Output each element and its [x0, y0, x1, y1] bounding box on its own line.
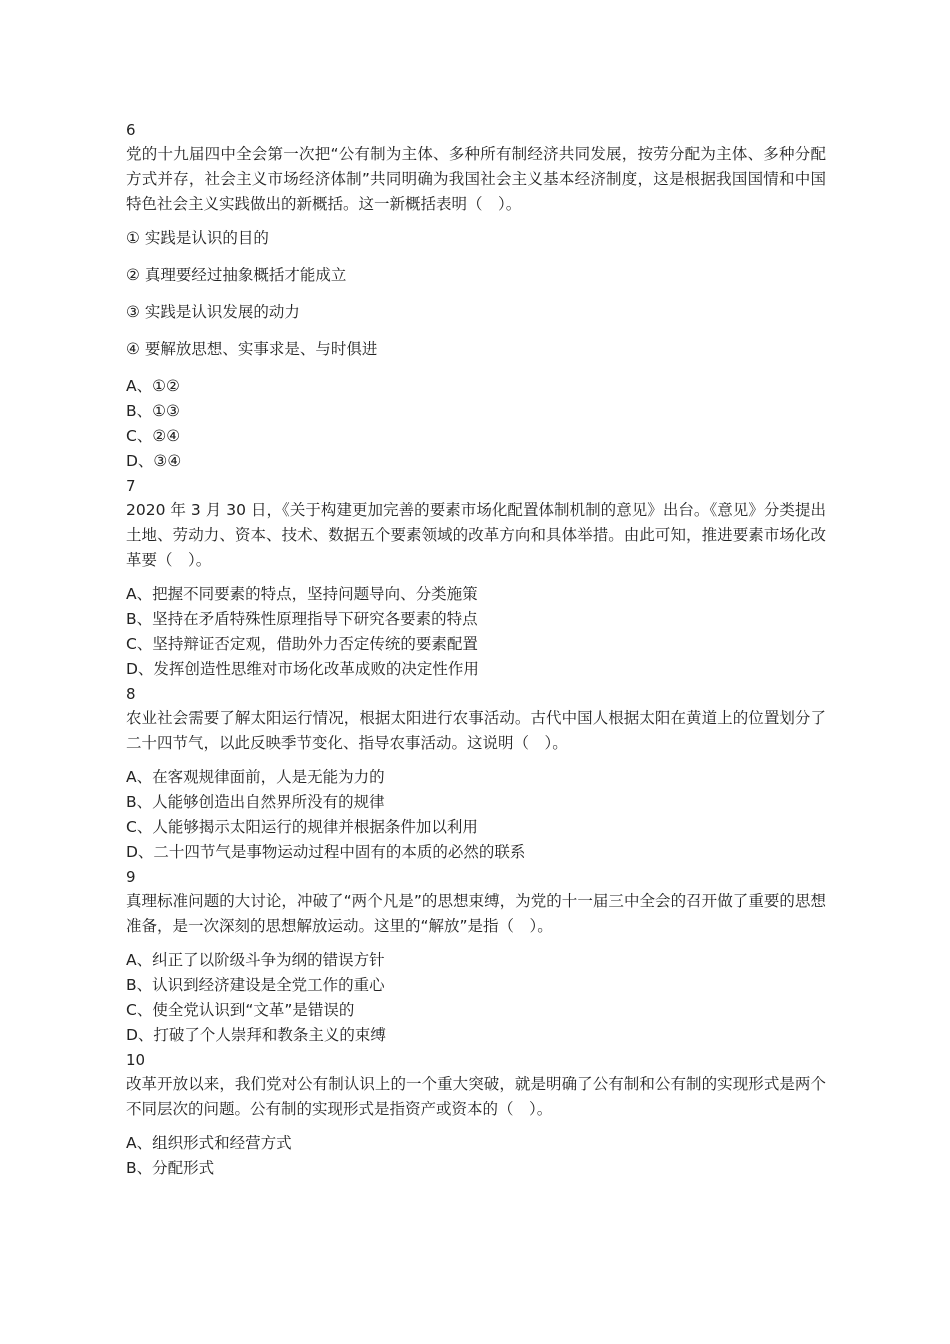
answer-option-b: B、人能够创造出自然界所没有的规律 [126, 793, 385, 811]
answer-option-b: B、分配形式 [126, 1159, 215, 1177]
question-6 [126, 118, 826, 474]
question-number: 10 [126, 1051, 146, 1069]
question-document [126, 118, 826, 1181]
question-10 [126, 1048, 826, 1181]
answer-option-d: D、发挥创造性思维对市场化改革成败的决定性作用 [126, 660, 479, 678]
question-stem: 2020 年 3 月 30 日，《关于构建更加完善的要素市场化配置体制机制的意见》出台。《意见》分类提出土地、劳动力、资本、技术、数据五个要素领域的改革方向和具体举措。由此可知，推进要素市场化改革要（ ）。 [126, 501, 826, 569]
answer-option-c: C、②④ [126, 427, 181, 445]
answer-option-b: B、坚持在矛盾特殊性原理指导下研究各要素的特点 [126, 610, 478, 628]
answer-option-d: D、打破了个人崇拜和教条主义的束缚 [126, 1026, 386, 1044]
question-stem: 党的十九届四中全会第一次把“公有制为主体、多种所有制经济共同发展，按劳分配为主体、多种分配方式并存，社会主义市场经济体制”共同明确为我国社会主义基本经济制度，这是根据我国国情和中国特色社会主义实践做出的新概括。这一新概括表明（ ）。 [126, 145, 826, 213]
answer-option-c: C、使全党认识到“文革”是错误的 [126, 1001, 355, 1019]
question-8 [126, 682, 826, 865]
answer-option-a: A、在客观规律面前，人是无能为力的 [126, 768, 385, 786]
statement-item: ① 实践是认识的目的 [126, 229, 269, 247]
question-number: 9 [126, 868, 136, 886]
answer-option-c: C、坚持辩证否定观，借助外力否定传统的要素配置 [126, 635, 478, 653]
question-number: 6 [126, 121, 136, 139]
answer-option-b: B、认识到经济建设是全党工作的重心 [126, 976, 385, 994]
question-9 [126, 865, 826, 1048]
answer-option-a: A、把握不同要素的特点，坚持问题导向、分类施策 [126, 585, 478, 603]
answer-option-d: D、③④ [126, 452, 182, 470]
question-stem: 改革开放以来，我们党对公有制认识上的一个重大突破，就是明确了公有制和公有制的实现形式是两个不同层次的问题。公有制的实现形式是指资产或资本的（ ）。 [126, 1075, 826, 1118]
statement-item: ③ 实践是认识发展的动力 [126, 303, 300, 321]
question-stem: 农业社会需要了解太阳运行情况，根据太阳进行农事活动。古代中国人根据太阳在黄道上的位置划分了二十四节气，以此反映季节变化、指导农事活动。这说明（ ）。 [126, 709, 826, 752]
statement-item: ④ 要解放思想、实事求是、与时俱进 [126, 340, 378, 358]
question-7 [126, 474, 826, 682]
answer-option-c: C、人能够揭示太阳运行的规律并根据条件加以利用 [126, 818, 478, 836]
answer-option-a: A、纠正了以阶级斗争为纲的错误方针 [126, 951, 385, 969]
question-stem: 真理标准问题的大讨论，冲破了“两个凡是”的思想束缚，为党的十一届三中全会的召开做了重要的思想准备，是一次深刻的思想解放运动。这里的“解放”是指（ ）。 [126, 892, 826, 935]
answer-option-a: A、①② [126, 377, 180, 395]
answer-option-b: B、①③ [126, 402, 180, 420]
answer-option-a: A、组织形式和经营方式 [126, 1134, 292, 1152]
question-number: 7 [126, 477, 136, 495]
question-number: 8 [126, 685, 136, 703]
statement-item: ② 真理要经过抽象概括才能成立 [126, 266, 347, 284]
answer-option-d: D、二十四节气是事物运动过程中固有的本质的必然的联系 [126, 843, 526, 861]
